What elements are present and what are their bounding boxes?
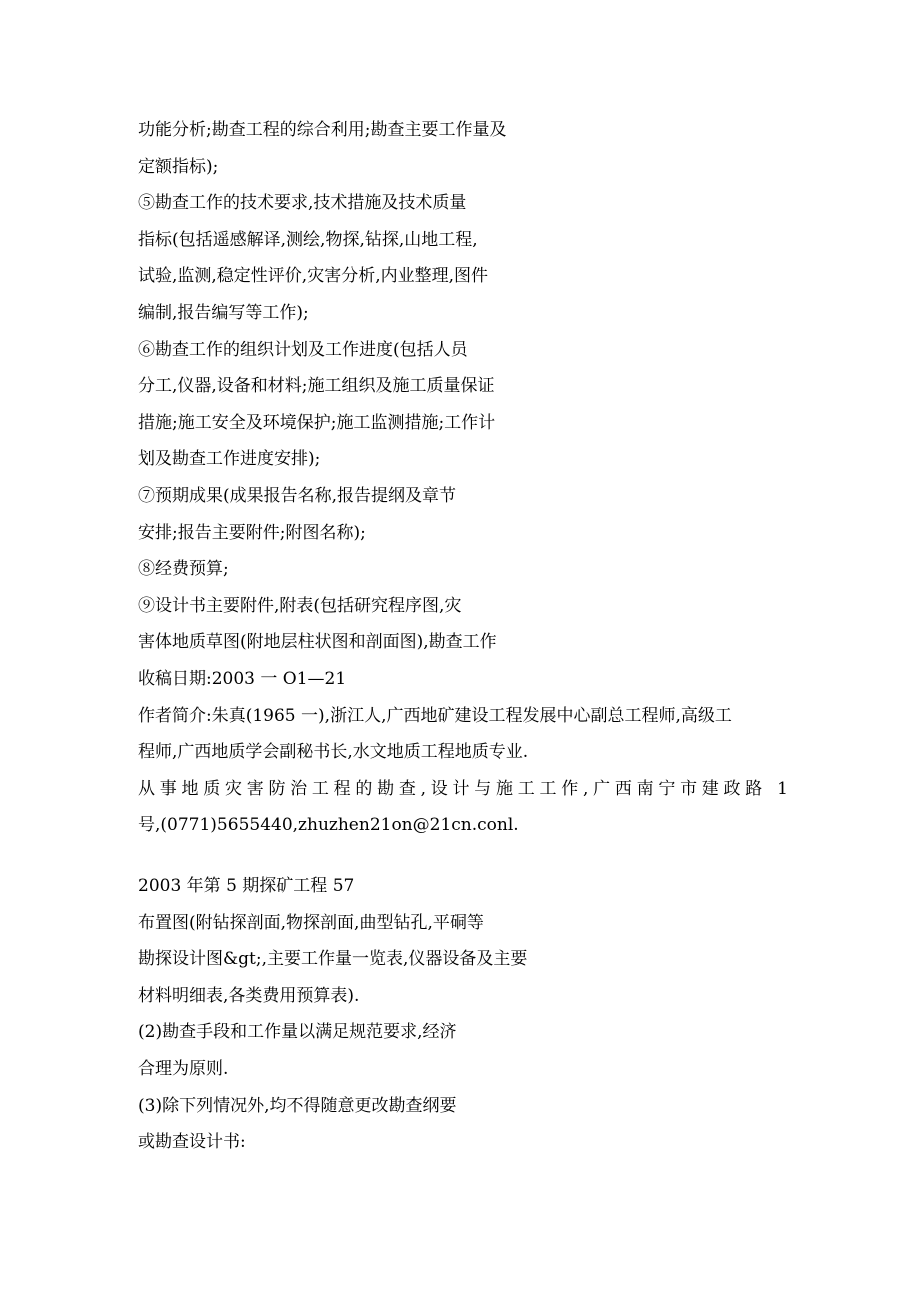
text-line: (3)除下列情况外,均不得随意更改勘查纲要 [138, 1095, 457, 1116]
text-line: 勘探设计图&gt;,主要工作量一览表,仪器设备及主要 [138, 949, 528, 970]
text-line: 合理为原则. [138, 1058, 229, 1079]
text-line: ⑤勘查工作的技术要求,技术措施及技术质量 [138, 193, 467, 214]
text-line: 害体地质草图(附地层柱状图和剖面图),勘查工作 [138, 632, 497, 653]
text-line: 或勘查设计书: [138, 1132, 246, 1153]
author-bio-line: 作者简介:朱真(1965 一),浙江人,广西地矿建设工程发展中心副总工程师,高级工 [138, 705, 732, 726]
text-line: ⑥勘查工作的组织计划及工作进度(包括人员 [138, 339, 468, 360]
text-line: 分工,仪器,设备和材料;施工组织及施工质量保证 [138, 376, 495, 397]
text-line: 定额指标); [138, 156, 219, 177]
text-line: 布置图(附钻探剖面,物探剖面,曲型钻孔,平硐等 [138, 912, 484, 933]
text-line: 材料明细表,各类费用预算表). [138, 985, 360, 1006]
text-line: 指标(包括遥感解译,测绘,物探,钻探,山地工程, [138, 229, 478, 250]
author-bio-line: 从事地质灾害防治工程的勘查,设计与施工工作,广西南宁市建政路 1 [138, 778, 788, 799]
author-bio-line: 程师,广西地质学会副秘书长,水文地质工程地质专业. [138, 742, 529, 763]
text-line: 安排;报告主要附件;附图名称); [138, 522, 366, 543]
journal-header: 2003 年第 5 期探矿工程 57 [138, 876, 355, 896]
text-line: (2)勘查手段和工作量以满足规范要求,经济 [138, 1022, 457, 1043]
text-block-continued [138, 868, 788, 1161]
text-line: ⑦预期成果(成果报告名称,报告提纲及章节 [138, 485, 457, 506]
received-date: 收稿日期:2003 一 O1—21 [138, 668, 347, 689]
text-line: 划及勘查工作进度安排); [138, 449, 321, 470]
text-line: 编制,报告编写等工作); [138, 302, 309, 323]
text-line: ⑨设计书主要附件,附表(包括研究程序图,灾 [138, 595, 462, 616]
author-contact: 号,(0771)5655440,zhuzhen21on@21cn.conl. [138, 815, 519, 836]
text-line: ⑧经费预算; [138, 559, 229, 580]
text-line: 试验,监测,稳定性评价,灾害分析,内业整理,图件 [138, 266, 489, 287]
text-block-main [138, 112, 788, 844]
text-line: 措施;施工安全及环境保护;施工监测措施;工作计 [138, 412, 496, 433]
text-line: 功能分析;勘查工程的综合利用;勘查主要工作量及 [138, 120, 507, 140]
